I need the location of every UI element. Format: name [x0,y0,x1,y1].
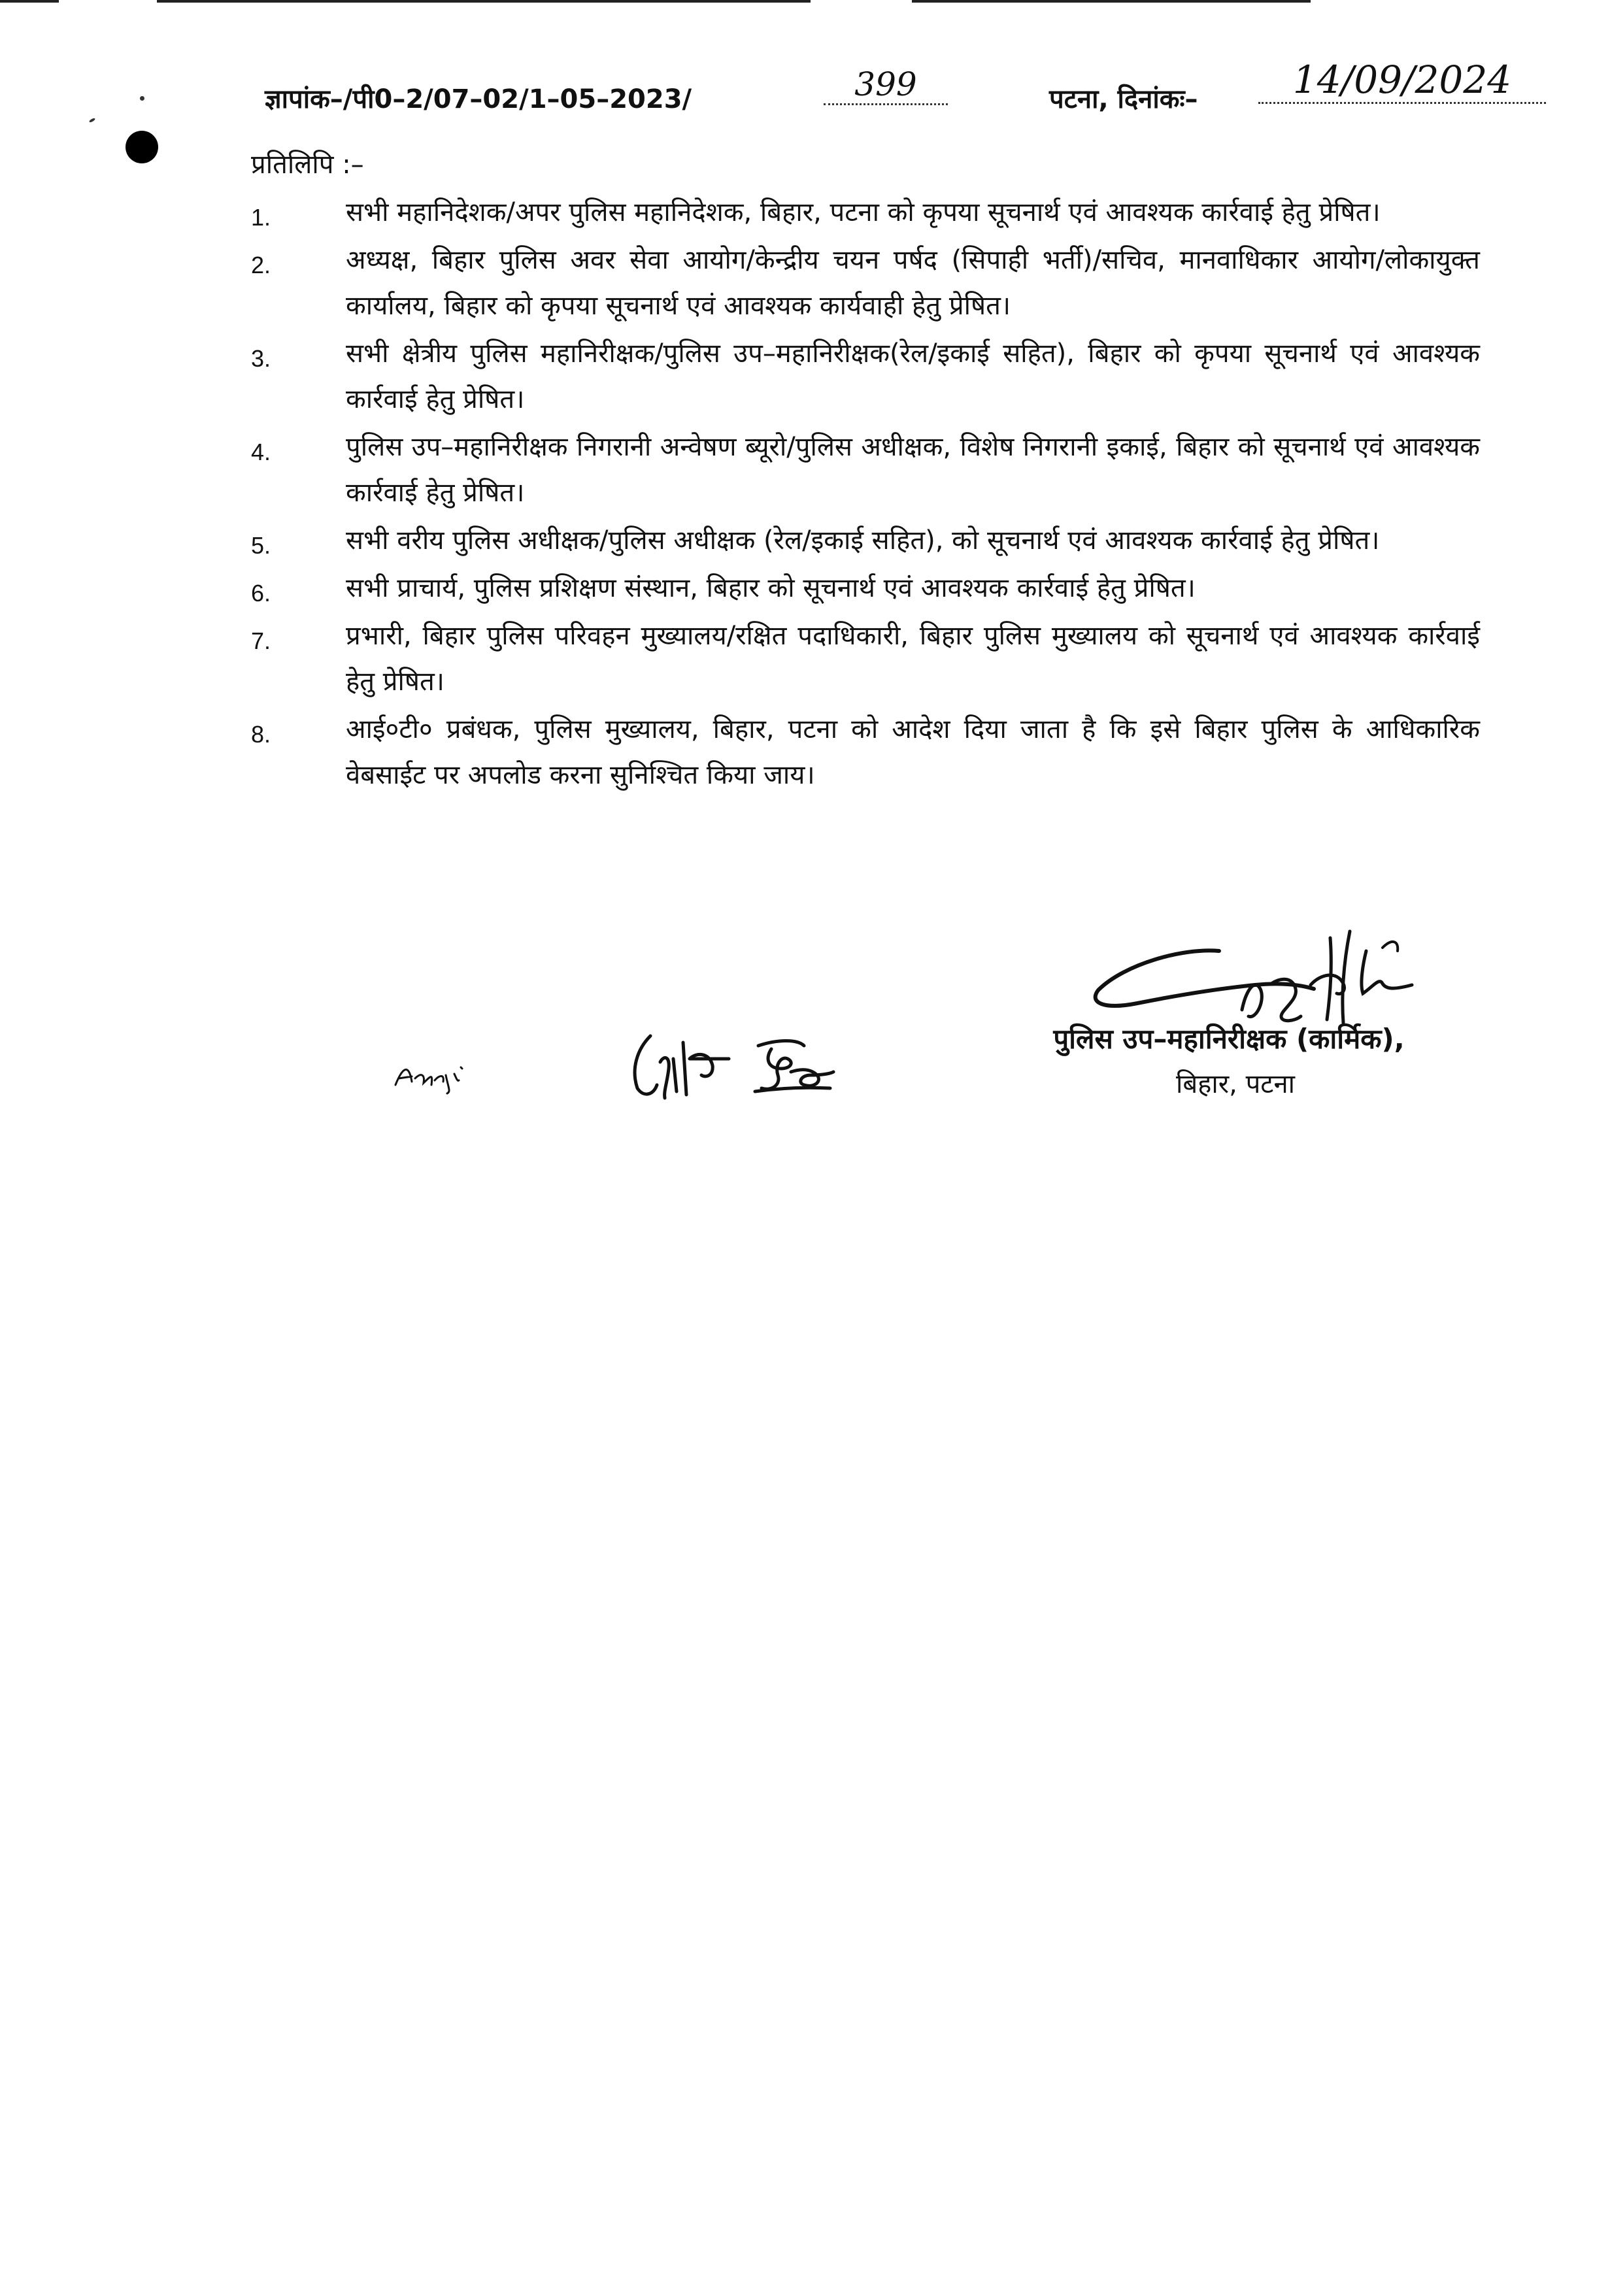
list-item [251,613,1480,705]
list-item-text: आई०टी० प्रबंधक, पुलिस मुख्यालय, बिहार, पटना को आदेश दिया जाता है कि इसे बिहार पुलिस के आधिकारिक वेबसाईट पर अपलोड करना सुनिश्चित किया जाय। [346,714,1480,790]
list-item-number: 3. [251,345,271,372]
reference-line [265,58,1559,131]
list-item-number: 8. [251,721,271,748]
list-item [251,565,1480,611]
top-rule-right [912,0,1311,3]
list-item [251,331,1480,422]
list-item-number: 6. [251,580,271,607]
list-item-text: सभी महानिदेशक/अपर पुलिस महानिदेशक, बिहार, पटना को कृपया सूचनार्थ एवं आवश्यक कार्रवाई हेतु प्रेषित। [346,197,1381,227]
initials-anjali [392,1056,471,1095]
list-item-text: प्रभारी, बिहार पुलिस परिवहन मुख्यालय/रक्षित पदाधिकारी, बिहार पुलिस मुख्यालय को सूचनार्थ एवं आवश्यक कार्रवाई हेतु प्रेषित। [346,621,1480,697]
distribution-list [251,190,1480,800]
signatory-block [974,1020,1484,1101]
list-item [251,518,1480,563]
list-item [251,190,1480,235]
speck-mark [140,96,144,101]
memo-number: 399 [824,65,948,105]
list-item-number: 1. [251,204,271,231]
speck-mark [89,118,96,123]
list-item [251,237,1480,329]
list-item-number: 2. [251,252,271,278]
memo-label: ज्ञापांक–/पी0–2/07–02/1–05–2023/ [265,84,692,114]
list-item [251,707,1480,798]
date-value: 14/09/2024 [1258,58,1546,104]
top-rule-mid [157,0,811,3]
signatory-designation: पुलिस उप–महानिरीक्षक (कार्मिक), [1053,1023,1405,1055]
list-item-number: 5. [251,532,271,559]
initials-mark-1 [624,1029,735,1108]
list-item [251,424,1480,516]
initials-mark-2 [745,1036,837,1101]
punch-hole-dot [126,131,158,163]
list-item-number: 4. [251,439,271,465]
list-item-text: पुलिस उप–महानिरीक्षक निगरानी अन्वेषण ब्यूरो/पुलिस अधीक्षक, विशेष निगरानी इकाई, बिहार को सूचनार्थ एवं आवश्यक कार्रवाई हेतु प्रेषित। [346,432,1480,508]
list-item-text: अध्यक्ष, बिहार पुलिस अवर सेवा आयोग/केन्द्रीय चयन पर्षद (सिपाही भर्ती)/सचिव, मानवाधिकार आयोग/लोकायुक्त कार्यालय, बिहार को कृपया सूचनार्थ एवं आवश्यक कार्यवाही हेतु प्रेषित। [346,245,1480,321]
copy-heading: प्रतिलिपि :– [251,150,364,180]
list-item-number: 7. [251,627,271,654]
list-item-text: सभी क्षेत्रीय पुलिस महानिरीक्षक/पुलिस उप–महानिरीक्षक(रेल/इकाई सहित), बिहार को कृपया सूचनार्थ एवं आवश्यक कार्रवाई हेतु प्रेषित। [346,339,1480,414]
list-item-text: सभी वरीय पुलिस अधीक्षक/पुलिस अधीक्षक (रेल/इकाई सहित), को सूचनार्थ एवं आवश्यक कार्रवाई हेतु प्रेषित। [346,525,1380,556]
list-item-text: सभी प्राचार्य, पुलिस प्रशिक्षण संस्थान, बिहार को सूचनार्थ एवं आवश्यक कार्रवाई हेतु प्रेषित। [346,573,1196,603]
top-rule-left [0,0,59,3]
date-label: पटना, दिनांकः– [1049,84,1198,114]
signatory-place: बिहार, पटना [1175,1069,1296,1099]
